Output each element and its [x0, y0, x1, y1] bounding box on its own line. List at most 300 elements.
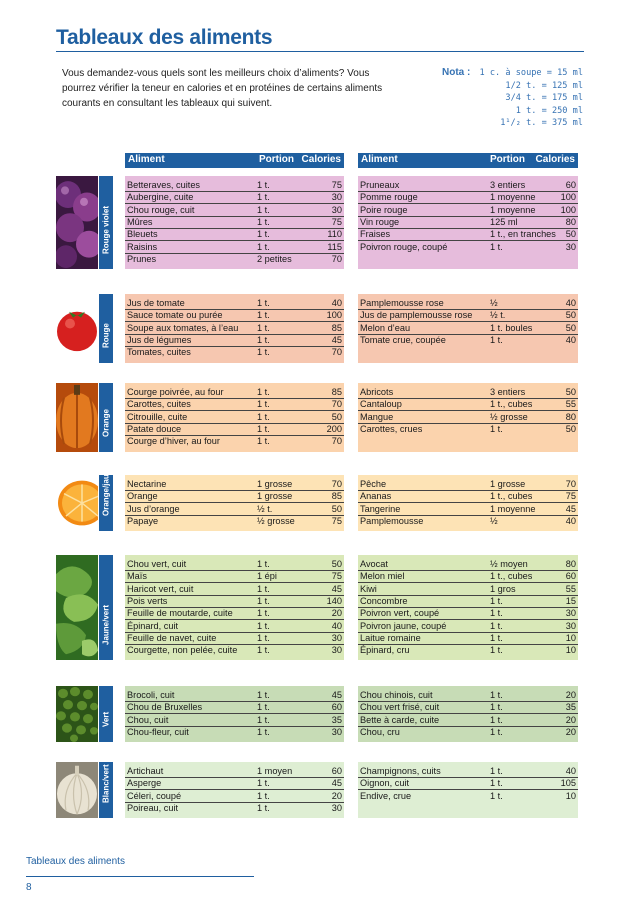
table-row — [358, 191, 578, 204]
color-group-label — [99, 555, 113, 660]
food-name: Jus de pamplemousse rose — [360, 310, 473, 321]
table-row — [358, 515, 578, 527]
portion: ½ t. — [257, 503, 273, 514]
portion: 1 t. — [257, 334, 270, 345]
table-row — [125, 595, 344, 608]
calories: 50 — [565, 322, 576, 333]
table-row — [125, 558, 344, 571]
calories: 15 — [565, 595, 576, 606]
portion: 1 t. — [490, 632, 503, 643]
portion: 1 grosse — [257, 491, 293, 502]
table-row — [358, 297, 578, 310]
portion: 1 t. — [257, 399, 270, 410]
table-row — [358, 689, 578, 702]
table-row — [125, 570, 344, 583]
food-name: Nectarine — [127, 479, 167, 489]
portion: 1 t. — [490, 595, 503, 606]
table-row — [125, 714, 344, 727]
food-name: Jus de légumes — [127, 334, 192, 345]
food-name: Poivron rouge, coupé — [360, 241, 448, 252]
calories: 60 — [331, 702, 342, 713]
table-row — [358, 777, 578, 790]
portion: 1 t. — [257, 726, 270, 737]
table-row — [125, 216, 344, 229]
calories: 70 — [331, 479, 342, 489]
food-name: Orange — [127, 491, 158, 502]
food-name: Chou chinois, cuit — [360, 690, 433, 700]
table-row — [358, 583, 578, 596]
calories: 20 — [565, 690, 576, 700]
calories: 70 — [331, 436, 342, 447]
calories: 30 — [565, 620, 576, 631]
food-section — [0, 383, 638, 452]
food-name: Poivron jaune, coupé — [360, 620, 447, 631]
food-name: Papaye — [127, 515, 159, 526]
food-name: Courgette, non pelée, cuite — [127, 645, 238, 656]
portion: 1 t. — [257, 241, 270, 252]
food-name: Soupe aux tomates, à l’eau — [127, 322, 239, 333]
calories: 105 — [560, 778, 576, 789]
food-section — [0, 762, 638, 818]
color-group-label — [99, 762, 113, 818]
header-food: Aliment — [128, 154, 165, 165]
food-name: Prunes — [127, 253, 157, 264]
portion: 1 t. — [257, 714, 270, 725]
food-section — [0, 555, 638, 660]
portion: 1 t. — [257, 180, 270, 190]
calories: 70 — [331, 253, 342, 264]
calories: 70 — [565, 479, 576, 489]
table-row — [358, 322, 578, 335]
table-row — [358, 228, 578, 241]
calories: 45 — [331, 690, 342, 700]
food-name: Tangerine — [360, 503, 401, 514]
table-row — [358, 570, 578, 583]
portion: 1 t. — [490, 620, 503, 631]
portion: 1 moyenne — [490, 192, 536, 203]
table-row — [125, 411, 344, 424]
food-name: Mangue — [360, 411, 394, 422]
table-row — [125, 241, 344, 254]
header-food: Aliment — [361, 154, 398, 165]
calories: 75 — [331, 180, 342, 190]
calories: 50 — [331, 559, 342, 569]
portion: 3 entiers — [490, 387, 526, 397]
food-name: Épinard, cuit — [127, 620, 179, 631]
table-row — [358, 701, 578, 714]
table-row — [358, 726, 578, 738]
table-row — [125, 644, 344, 656]
food-name: Sauce tomate ou purée — [127, 310, 223, 321]
calories: 75 — [331, 515, 342, 526]
portion: 1 t. — [257, 387, 270, 397]
food-name: Jus d’orange — [127, 503, 180, 514]
table-row — [358, 765, 578, 778]
table-row — [358, 595, 578, 608]
portion: 125 ml — [490, 216, 518, 227]
calories: 10 — [565, 790, 576, 801]
header-calories: Calories — [535, 154, 575, 165]
calories: 10 — [565, 632, 576, 643]
calories: 50 — [565, 310, 576, 321]
calories: 40 — [565, 334, 576, 345]
food-name: Carottes, cuites — [127, 399, 191, 410]
food-name: Maïs — [127, 571, 147, 582]
food-name: Champignons, cuits — [360, 766, 441, 776]
calories: 80 — [565, 559, 576, 569]
calories: 75 — [331, 216, 342, 227]
tomato-image — [56, 294, 98, 363]
nota-row: 1¹/₂ t. = 375 ml — [500, 118, 583, 128]
calories: 50 — [331, 411, 342, 422]
food-name: Poivron vert, coupé — [360, 608, 440, 619]
table-row — [358, 179, 578, 192]
color-group-text: Vert — [101, 711, 111, 727]
portion: 2 petites — [257, 253, 292, 264]
portion: 1 t. — [490, 645, 503, 656]
calories: 100 — [326, 310, 342, 321]
table-row — [358, 790, 578, 802]
title-divider — [56, 51, 584, 52]
portion: 1 t. — [490, 766, 503, 776]
table-row — [358, 204, 578, 217]
table-row — [125, 490, 344, 503]
portion: 1 moyen — [257, 766, 293, 776]
food-section — [0, 294, 638, 363]
table-row — [125, 435, 344, 447]
portion: 1 t. — [257, 411, 270, 422]
table-row — [358, 632, 578, 645]
measurement-note — [436, 67, 583, 130]
portion: 1 t. — [257, 216, 270, 227]
food-name: Courge d’hiver, au four — [127, 436, 220, 447]
food-name: Haricot vert, cuit — [127, 583, 194, 594]
footer-title: Tableaux des aliments — [26, 856, 125, 867]
portion: 1 t., cubes — [490, 491, 533, 502]
table-row — [125, 607, 344, 620]
calories: 35 — [565, 702, 576, 713]
portion: 1 t. — [257, 310, 270, 321]
table-row — [125, 423, 344, 436]
food-name: Céleri, coupé — [127, 790, 182, 801]
portion: 1 t. — [257, 298, 270, 308]
calories: 30 — [331, 802, 342, 813]
food-name: Chou-fleur, cuit — [127, 726, 189, 737]
portion: 1 t. — [257, 347, 270, 358]
nota-row: 1 t. = 250 ml — [515, 105, 583, 116]
table-row — [358, 309, 578, 322]
food-name: Carottes, crues — [360, 423, 423, 434]
portion: 1 t. — [490, 241, 503, 252]
food-name: Bleuets — [127, 229, 158, 240]
portion: ½ — [490, 298, 498, 308]
calories: 30 — [331, 632, 342, 643]
portion: 1 t., en tranches — [490, 229, 556, 240]
calories: 40 — [565, 766, 576, 776]
portion: ½ moyen — [490, 559, 528, 569]
color-group-text: Jaune/vert — [101, 604, 111, 645]
food-name: Feuille de navet, cuite — [127, 632, 217, 643]
table-row — [358, 411, 578, 424]
food-name: Chou vert, cuit — [127, 559, 187, 569]
orange-slice-image — [56, 475, 98, 531]
table-row — [358, 398, 578, 411]
color-group-text: Blanc/vert — [101, 764, 111, 803]
food-name: Pois verts — [127, 595, 168, 606]
portion: 1 t. — [490, 423, 503, 434]
calories: 200 — [326, 423, 342, 434]
portion: 1 t. — [257, 423, 270, 434]
food-name: Citrouille, cuite — [127, 411, 188, 422]
calories: 45 — [331, 334, 342, 345]
portion: 1 t. — [257, 583, 270, 594]
calories: 40 — [331, 620, 342, 631]
color-group-label — [99, 686, 113, 742]
food-name: Poire rouge — [360, 204, 408, 215]
table-row — [358, 714, 578, 727]
food-name: Pruneaux — [360, 180, 400, 190]
table-header-right — [358, 153, 578, 168]
nota-row: 1 c. à soupe = 15 ml — [479, 68, 583, 78]
portion: 1 t. — [257, 620, 270, 631]
color-group-text: Rouge — [101, 323, 111, 348]
table-row — [358, 644, 578, 656]
table-row — [125, 765, 344, 778]
calories: 140 — [326, 595, 342, 606]
table-row — [125, 204, 344, 217]
food-name: Avocat — [360, 559, 388, 569]
table-row — [358, 423, 578, 435]
food-name: Chou, cru — [360, 726, 400, 737]
food-name: Cantaloup — [360, 399, 402, 410]
footer-divider — [26, 876, 254, 877]
table-row — [125, 777, 344, 790]
header-portion: Portion — [490, 154, 525, 165]
portion: ½ grosse — [257, 515, 295, 526]
food-name: Oignon, cuit — [360, 778, 410, 789]
table-row — [125, 309, 344, 322]
table-row — [358, 216, 578, 229]
portion: 1 épi — [257, 571, 277, 582]
food-name: Courge poivrée, au four — [127, 387, 224, 397]
calories: 60 — [565, 180, 576, 190]
portion: 1 t. — [257, 778, 270, 789]
table-row — [358, 503, 578, 516]
food-name: Artichaut — [127, 766, 164, 776]
food-name: Chou, cuit — [127, 714, 169, 725]
food-section — [0, 686, 638, 742]
calories: 40 — [565, 298, 576, 308]
portion: 1 t. — [257, 436, 270, 447]
portion: 1 t. — [490, 608, 503, 619]
table-row — [125, 503, 344, 516]
food-name: Ananas — [360, 491, 392, 502]
calories: 50 — [565, 387, 576, 397]
portion: 1 t. — [257, 702, 270, 713]
table-row — [125, 583, 344, 596]
food-name: Asperge — [127, 778, 162, 789]
table-row — [125, 689, 344, 702]
portion: 1 t. — [257, 632, 270, 643]
color-group-text: Orange — [101, 408, 111, 437]
calories: 30 — [331, 645, 342, 656]
calories: 60 — [331, 766, 342, 776]
food-name: Melon miel — [360, 571, 405, 582]
portion: 1 t. — [490, 334, 503, 345]
food-name: Kiwi — [360, 583, 377, 594]
table-row — [125, 253, 344, 265]
food-name: Pomme rouge — [360, 192, 418, 203]
food-name: Fraises — [360, 229, 391, 240]
portion: 1 grosse — [490, 479, 526, 489]
food-name: Épinard, cru — [360, 645, 410, 656]
green-peas-image — [56, 686, 98, 742]
portion: 1 t. — [490, 690, 503, 700]
food-section — [0, 176, 638, 269]
color-group-label — [99, 294, 113, 363]
color-group-label — [99, 464, 113, 531]
table-row — [358, 558, 578, 571]
table-row — [358, 478, 578, 491]
color-group-label — [99, 176, 113, 269]
food-name: Feuille de moutarde, cuite — [127, 608, 233, 619]
table-row — [125, 297, 344, 310]
page-number: 8 — [26, 882, 32, 893]
portion: 1 grosse — [257, 479, 293, 489]
portion: 1 t. — [257, 645, 270, 656]
calories: 55 — [565, 583, 576, 594]
calories: 70 — [331, 399, 342, 410]
table-row — [125, 346, 344, 358]
food-name: Patate douce — [127, 423, 182, 434]
portion: 1 t. boules — [490, 322, 533, 333]
calories: 50 — [565, 229, 576, 240]
calories: 100 — [560, 204, 576, 215]
portion: 1 t. — [257, 790, 270, 801]
calories: 20 — [565, 726, 576, 737]
table-row — [125, 398, 344, 411]
food-name: Endive, crue — [360, 790, 412, 801]
portion: 1 t. — [257, 608, 270, 619]
table-header-left — [125, 153, 344, 168]
food-name: Vin rouge — [360, 216, 400, 227]
table-row — [125, 515, 344, 527]
table-row — [125, 620, 344, 633]
food-name: Raisins — [127, 241, 158, 252]
food-section — [0, 464, 638, 531]
calories: 30 — [331, 726, 342, 737]
food-name: Aubergine, cuite — [127, 192, 194, 203]
portion: 1 t. — [257, 559, 270, 569]
calories: 30 — [331, 204, 342, 215]
calories: 30 — [565, 608, 576, 619]
portion: 1 t. — [257, 192, 270, 203]
table-row — [125, 334, 344, 347]
portion: ½ t. — [490, 310, 506, 321]
table-row — [358, 490, 578, 503]
food-name: Tomate crue, coupée — [360, 334, 446, 345]
table-row — [125, 632, 344, 645]
portion: 1 t. — [257, 690, 270, 700]
calories: 85 — [331, 491, 342, 502]
portion: 1 t. — [490, 702, 503, 713]
nota-row: 1/2 t. = 125 ml — [505, 80, 583, 91]
food-name: Concombre — [360, 595, 408, 606]
table-row — [125, 228, 344, 241]
color-group-text: Rouge violet — [101, 205, 111, 254]
table-row — [125, 191, 344, 204]
table-row — [125, 802, 344, 814]
table-row — [358, 334, 578, 346]
calories: 45 — [331, 583, 342, 594]
calories: 45 — [331, 778, 342, 789]
nota-row: 3/4 t. = 175 ml — [505, 93, 583, 103]
table-row — [125, 386, 344, 399]
calories: 70 — [331, 347, 342, 358]
lettuce-image — [56, 555, 98, 660]
table-row — [358, 386, 578, 399]
calories: 85 — [331, 387, 342, 397]
food-name: Bette à carde, cuite — [360, 714, 440, 725]
portion: 1 t. — [257, 802, 270, 813]
portion: 1 t. — [490, 790, 503, 801]
calories: 85 — [331, 322, 342, 333]
calories: 100 — [560, 192, 576, 203]
food-name: Pamplemousse rose — [360, 298, 444, 308]
table-row — [125, 322, 344, 335]
calories: 45 — [565, 503, 576, 514]
portion: 1 moyenne — [490, 204, 536, 215]
calories: 115 — [327, 241, 342, 252]
food-name: Jus de tomate — [127, 298, 185, 308]
portion: 1 moyenne — [490, 503, 536, 514]
portion: 1 gros — [490, 583, 516, 594]
purple-plums-image — [56, 176, 98, 269]
portion: ½ — [490, 515, 498, 526]
food-name: Mûres — [127, 216, 153, 227]
portion: 1 t. — [257, 229, 270, 240]
calories: 80 — [565, 411, 576, 422]
table-row — [125, 726, 344, 738]
portion: 1 t. — [490, 714, 503, 725]
color-group-label — [99, 383, 113, 452]
food-name: Betteraves, cuites — [127, 180, 201, 190]
food-name: Pêche — [360, 479, 387, 489]
calories: 20 — [331, 790, 342, 801]
color-group-text: Orange/jaune — [101, 464, 111, 516]
calories: 80 — [565, 216, 576, 227]
pumpkin-image — [56, 383, 98, 452]
calories: 40 — [331, 298, 342, 308]
portion: 1 t. — [257, 204, 270, 215]
header-calories: Calories — [301, 154, 341, 165]
portion: 1 t. — [257, 595, 270, 606]
portion: 1 t., cubes — [490, 399, 533, 410]
table-row — [125, 790, 344, 803]
food-name: Brocoli, cuit — [127, 690, 175, 700]
calories: 40 — [565, 515, 576, 526]
portion: 1 t., cubes — [490, 571, 533, 582]
portion: 3 entiers — [490, 180, 526, 190]
calories: 75 — [331, 571, 342, 582]
food-name: Abricots — [360, 387, 394, 397]
calories: 20 — [331, 608, 342, 619]
food-name: Chou de Bruxelles — [127, 702, 203, 713]
calories: 20 — [565, 714, 576, 725]
portion: 1 t. — [490, 726, 503, 737]
calories: 50 — [565, 423, 576, 434]
nota-label: Nota : — [442, 67, 471, 78]
